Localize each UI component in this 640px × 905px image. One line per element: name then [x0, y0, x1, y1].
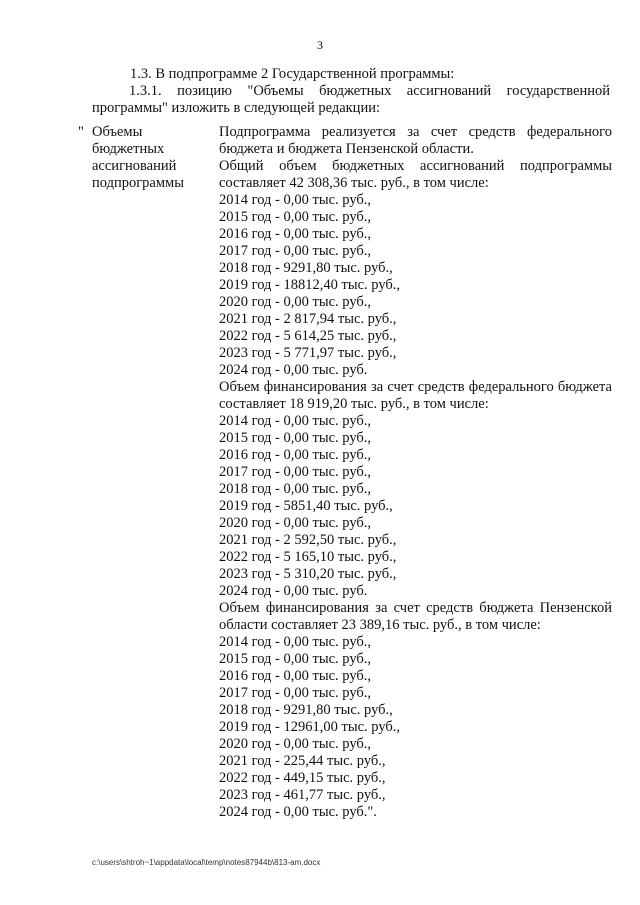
year-row: 2017 год - 0,00 тыс. руб.,: [219, 685, 372, 701]
year-row: 2024 год - 0,00 тыс. руб.".: [219, 804, 377, 820]
left-cell-line: Объемы: [92, 124, 143, 140]
section-heading: 1.3. В подпрограмме 2 Государственной программы:: [130, 66, 455, 82]
page-number: 3: [317, 38, 323, 52]
year-row: 2014 год - 0,00 тыс. руб.,: [219, 192, 372, 208]
year-row: 2023 год - 5 771,97 тыс. руб.,: [219, 345, 397, 361]
year-row: 2022 год - 5 614,25 тыс. руб.,: [219, 328, 397, 344]
table-left-cell: [92, 124, 212, 192]
regional-years-list: [219, 634, 612, 821]
federal-funding-text: Объем финансирования за счет средств федерального бюджета составляет 18 919,20 тыс. руб., в том числе:: [219, 379, 612, 412]
year-row: 2015 год - 0,00 тыс. руб.,: [219, 430, 372, 446]
year-row: 2021 год - 2 817,94 тыс. руб.,: [219, 311, 397, 327]
year-row: 2018 год - 9291,80 тыс. руб.,: [219, 260, 393, 276]
year-row: 2015 год - 0,00 тыс. руб.,: [219, 651, 372, 667]
year-row: 2022 год - 5 165,10 тыс. руб.,: [219, 549, 397, 565]
table-right-cell: [219, 124, 612, 821]
year-row: 2021 год - 225,44 тыс. руб.,: [219, 753, 386, 769]
left-cell-line: бюджетных: [92, 141, 165, 157]
left-cell-line: ассигнований: [92, 158, 177, 174]
file-path-footer: c:\users\shtroh~1\appdata\local\temp\notes87944b\813-am.docx: [92, 858, 321, 867]
year-row: 2017 год - 0,00 тыс. руб.,: [219, 243, 372, 259]
year-row: 2023 год - 461,77 тыс. руб.,: [219, 787, 386, 803]
year-row: 2021 год - 2 592,50 тыс. руб.,: [219, 532, 397, 548]
year-row: 2024 год - 0,00 тыс. руб.: [219, 362, 368, 378]
total-funding-text: Общий объем бюджетных ассигнований подпрограммы составляет 42 308,36 тыс. руб., в том числе:: [219, 158, 612, 191]
year-row: 2022 год - 449,15 тыс. руб.,: [219, 770, 386, 786]
year-row: 2020 год - 0,00 тыс. руб.,: [219, 736, 372, 752]
year-row: 2016 год - 0,00 тыс. руб.,: [219, 226, 372, 242]
year-row: 2019 год - 12961,00 тыс. руб.,: [219, 719, 401, 735]
intro-text: Подпрограмма реализуется за счет средств федерального бюджета и бюджета Пензенской области.: [219, 124, 612, 157]
year-row: 2018 год - 9291,80 тыс. руб.,: [219, 702, 393, 718]
year-row: 2023 год - 5 310,20 тыс. руб.,: [219, 566, 397, 582]
year-row: 2018 год - 0,00 тыс. руб.,: [219, 481, 372, 497]
year-row: 2015 год - 0,00 тыс. руб.,: [219, 209, 372, 225]
year-row: 2019 год - 5851,40 тыс. руб.,: [219, 498, 393, 514]
year-row: 2020 год - 0,00 тыс. руб.,: [219, 294, 372, 310]
year-row: 2016 год - 0,00 тыс. руб.,: [219, 668, 372, 684]
year-row: 2017 год - 0,00 тыс. руб.,: [219, 464, 372, 480]
year-row: 2014 год - 0,00 тыс. руб.,: [219, 634, 372, 650]
left-cell-line: подпрограммы: [92, 175, 184, 191]
section-paragraph: 1.3.1. позицию "Объемы бюджетных ассигнований государственной программы" изложить в следующей редакции:: [92, 83, 610, 116]
year-row: 2020 год - 0,00 тыс. руб.,: [219, 515, 372, 531]
regional-funding-text: Объем финансирования за счет средств бюджета Пензенской области составляет 23 389,16 тыс. руб., в том числе:: [219, 600, 612, 633]
year-row: 2016 год - 0,00 тыс. руб.,: [219, 447, 372, 463]
total-years-list: [219, 192, 612, 379]
year-row: 2019 год - 18812,40 тыс. руб.,: [219, 277, 401, 293]
year-row: 2014 год - 0,00 тыс. руб.,: [219, 413, 372, 429]
federal-years-list: [219, 413, 612, 600]
opening-quote: ": [78, 124, 84, 140]
year-row: 2024 год - 0,00 тыс. руб.: [219, 583, 368, 599]
